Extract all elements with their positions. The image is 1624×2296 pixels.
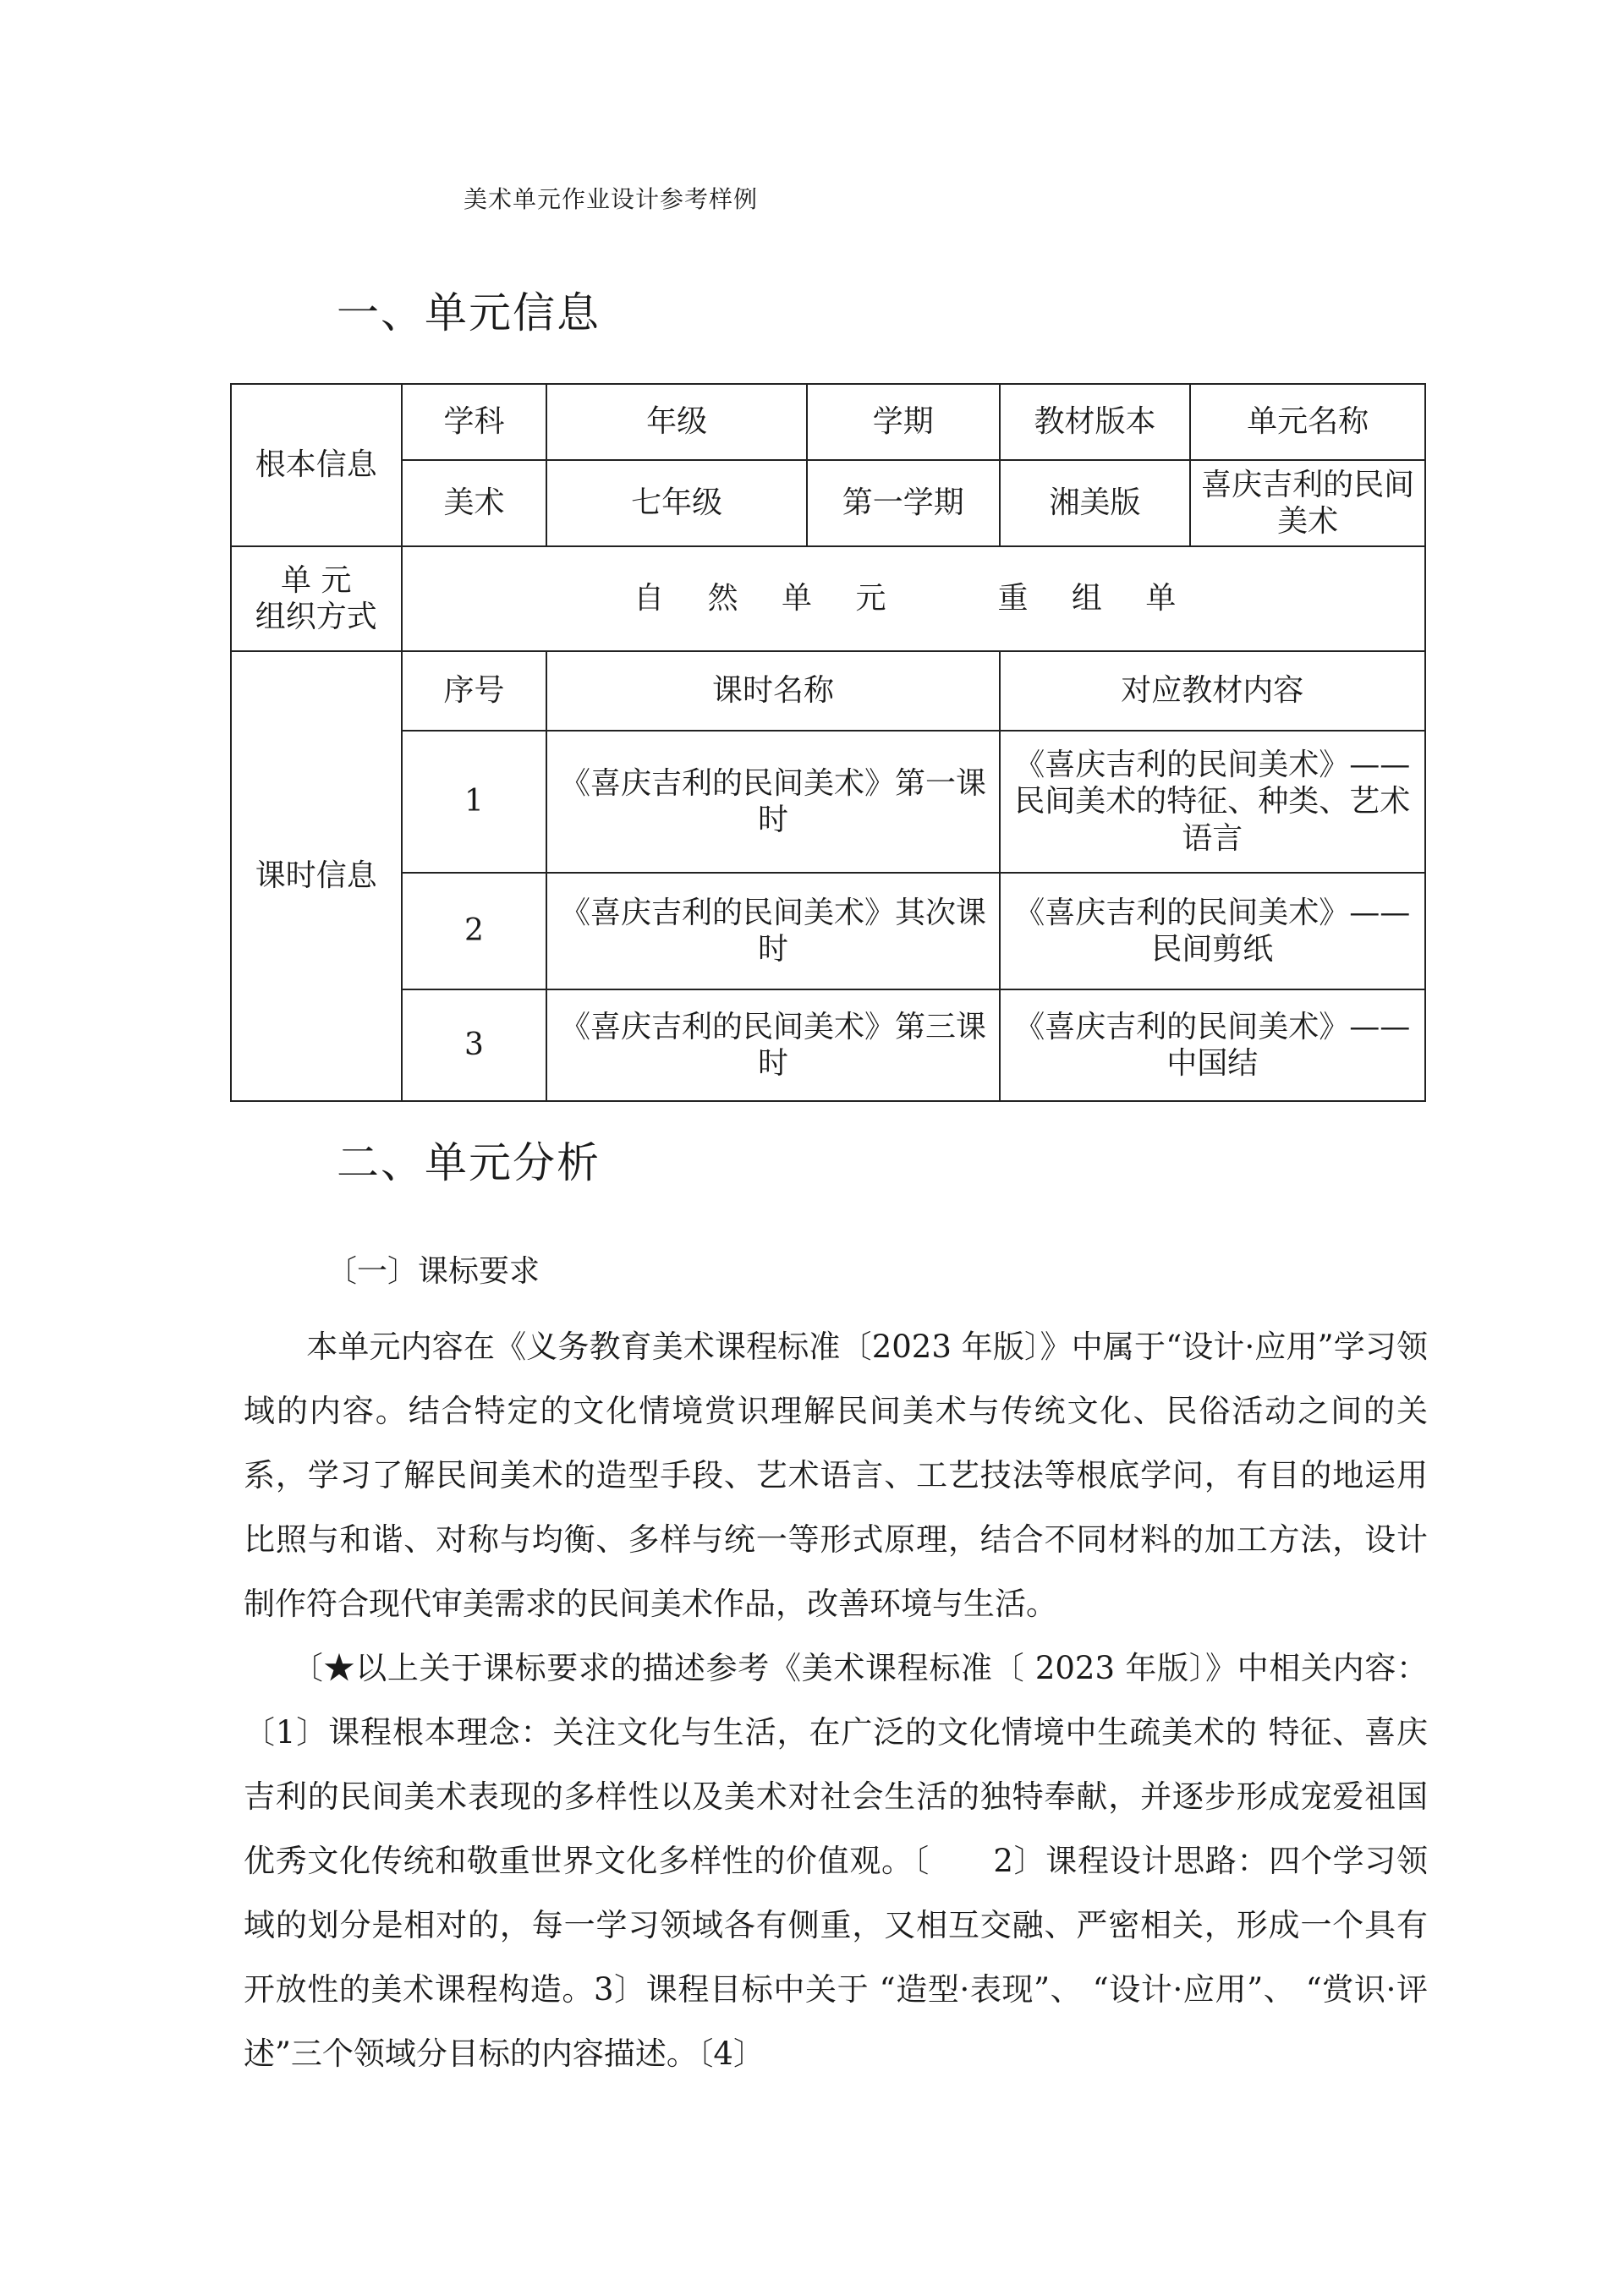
basic-info-label: 根本信息: [231, 384, 402, 546]
header-grade: 年级: [546, 384, 807, 460]
value-unit-name: 喜庆吉利的民间美术: [1190, 460, 1425, 546]
unit-info-table: [230, 383, 1426, 1102]
value-edition: 湘美版: [1000, 460, 1191, 546]
org-method-label: 单 元 组织方式: [231, 546, 402, 651]
subheading-curriculum-requirements: 〔一〕课标要求: [326, 1254, 540, 1289]
lesson-name: 《喜庆吉利的民间美术》第三课时: [546, 989, 999, 1101]
lesson-content: 《喜庆吉利的民间美术》——中国结: [1000, 989, 1425, 1101]
lesson-no: 3: [402, 989, 547, 1101]
value-term: 第一学期: [807, 460, 1000, 546]
value-grade: 七年级: [546, 460, 807, 546]
section-heading-unit-info: 一、单元信息: [337, 288, 601, 337]
header-term: 学期: [807, 384, 1000, 460]
lesson-content: 《喜庆吉利的民间美术》——民间剪纸: [1000, 873, 1425, 989]
lesson-no: 1: [402, 731, 547, 873]
lesson-info-label: 课时信息: [231, 651, 402, 1101]
section-heading-unit-analysis: 二、单元分析: [337, 1138, 601, 1187]
body-paragraph: 本单元内容在《义务教育美术课程标准〔2023 年版〕》中属于“设计·应用”学习领域的内容。结合特定的文化情境赏识理解民间美术与传统文化、民俗活动之间的关系，学习了解民间美术的造型手段、艺术语言、工艺技法等根底学问，有目的地运用比照与和谐、对称与均衡、多样与统一等形式原理，结合不同材料的加工方法，设计制作符合现代审美需求的民间美术作品，改善环境与生活。: [244, 1329, 1428, 1622]
lesson-no: 2: [402, 873, 547, 989]
lesson-header-no: 序号: [402, 651, 547, 731]
table-row: [231, 873, 1425, 989]
lesson-name: 《喜庆吉利的民间美术》第一课时: [546, 731, 999, 873]
lesson-name: 《喜庆吉利的民间美术》其次课时: [546, 873, 999, 989]
body-paragraph: 〔★以上关于课标要求的描述参考《美术课程标准〔 2023 年版〕》中相关内容：〔1〕课程根本理念：关注文化与生活，在广泛的文化情境中生疏美术的 特征、喜庆吉利的民间美术表现的多样性以及美术对社会生活的独特奉献，并逐步形成宠爱祖国优秀文化传统和敬重世界文化多样性的价值观。〔 2〕课程设计思路：四个学习领域的划分是相对的，每一学习领域各有侧重，又相互交融、严密相关，形成一个具有开放性的美术课程构造。3〕课程目标中关于 “造型·表现”、 “设计·应用”、 “赏识·评述”三个领域分目标的内容描述。〔4〕: [244, 1650, 1428, 2072]
value-subject: 美术: [402, 460, 547, 546]
lesson-header-content: 对应教材内容: [1000, 651, 1425, 731]
org-method-value: 自 然 单 元 重 组 单: [402, 546, 1425, 651]
header-unit-name: 单元名称: [1190, 384, 1425, 460]
lesson-content: 《喜庆吉利的民间美术》——民间美术的特征、种类、艺术语言: [1000, 731, 1425, 873]
document-title: 美术单元作业设计参考样例: [464, 185, 759, 213]
lesson-header-name: 课时名称: [546, 651, 999, 731]
header-subject: 学科: [402, 384, 547, 460]
table-row: [231, 989, 1425, 1101]
header-edition: 教材版本: [1000, 384, 1191, 460]
table-row: [231, 731, 1425, 873]
